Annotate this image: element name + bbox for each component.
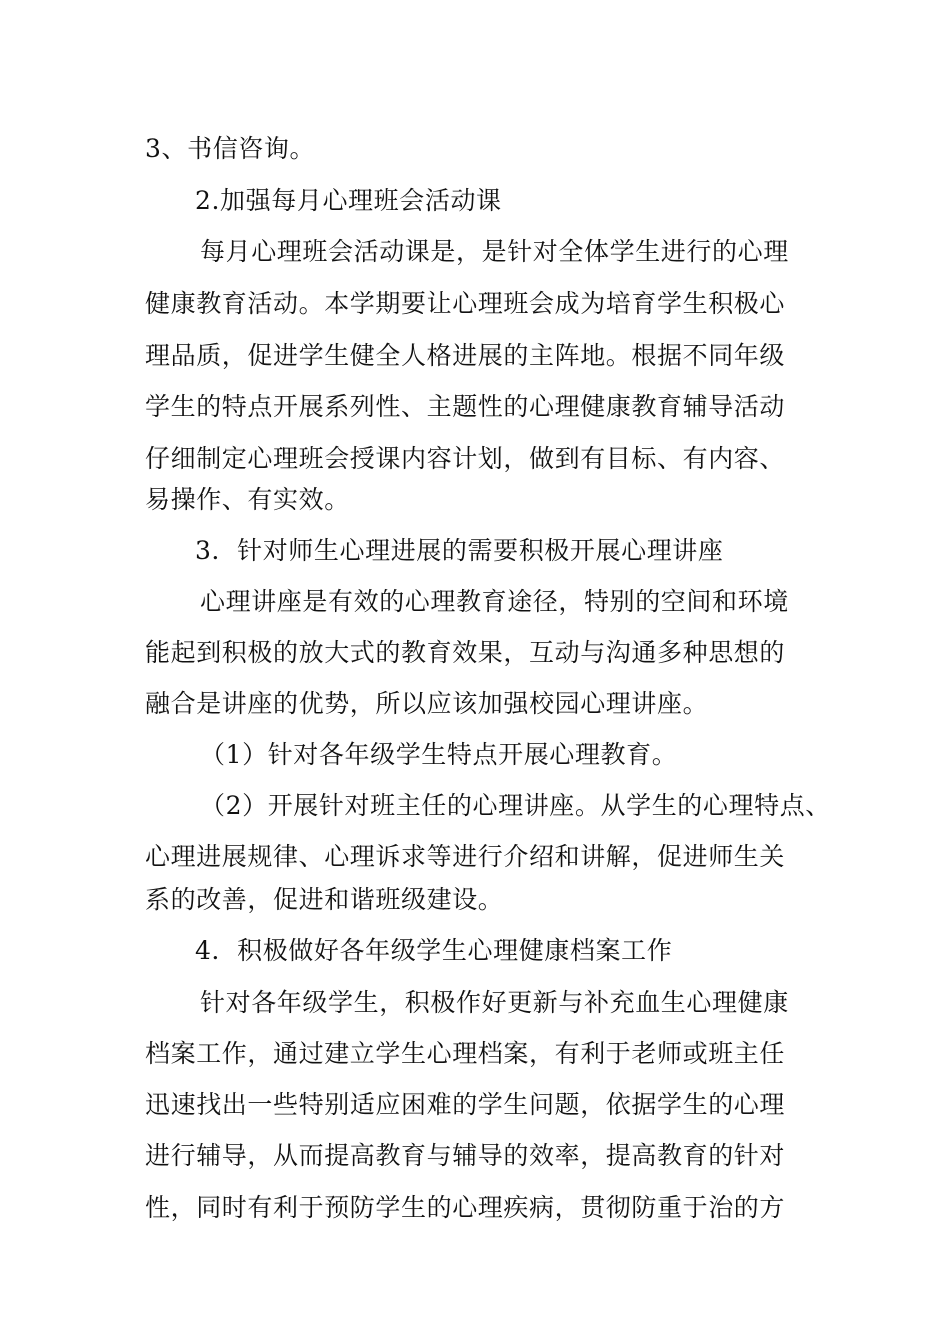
- paragraph-line: 理品质，促进学生健全人格进展的主阵地。根据不同年级: [145, 341, 786, 370]
- list-item: （1）针对各年级学生特点开展心理教育。: [200, 740, 678, 769]
- paragraph-line: 迅速找出一些特别适应困难的学生问题，依据学生的心理: [145, 1090, 786, 1119]
- paragraph-line: 档案工作，通过建立学生心理档案，有利于老师或班主任: [145, 1039, 786, 1068]
- paragraph-line: 每月心理班会活动课是，是针对全体学生进行的心理: [200, 237, 789, 266]
- section-heading: 4．积极做好各年级学生心理健康档案工作: [195, 936, 673, 965]
- paragraph-line: 易操作、有实效。: [145, 485, 350, 514]
- paragraph-line: 仔细制定心理班会授课内容计划，做到有目标、有内容、: [145, 444, 786, 473]
- paragraph-line: 健康教育活动。本学期要让心理班会成为培育学生积极心: [145, 289, 786, 318]
- list-item: （2）开展针对班主任的心理讲座。从学生的心理特点、: [200, 791, 831, 820]
- paragraph-line: 3、书信咨询。: [145, 134, 316, 163]
- paragraph-line: 融合是讲座的优势，所以应该加强校园心理讲座。: [145, 689, 709, 718]
- paragraph-line: 针对各年级学生，积极作好更新与补充血生心理健康: [200, 988, 789, 1017]
- section-heading: 3．针对师生心理进展的需要积极开展心理讲座: [195, 536, 724, 565]
- paragraph-line: 心理讲座是有效的心理教育途径，特别的空间和环境: [200, 587, 789, 616]
- paragraph-line: 能起到积极的放大式的教育效果，互动与沟通多种思想的: [145, 638, 786, 667]
- paragraph-line: 学生的特点开展系列性、主题性的心理健康教育辅导活动: [145, 392, 786, 421]
- section-heading: 2.加强每月心理班会活动课: [195, 186, 502, 215]
- paragraph-line: 性，同时有利于预防学生的心理疾病，贯彻防重于治的方: [145, 1193, 786, 1222]
- paragraph-line: 进行辅导，从而提高教育与辅导的效率，提高教育的针对: [145, 1141, 786, 1170]
- paragraph-line: 系的改善，促进和谐班级建设。: [145, 885, 504, 914]
- paragraph-line: 心理进展规律、心理诉求等进行介绍和讲解，促进师生关: [145, 842, 786, 871]
